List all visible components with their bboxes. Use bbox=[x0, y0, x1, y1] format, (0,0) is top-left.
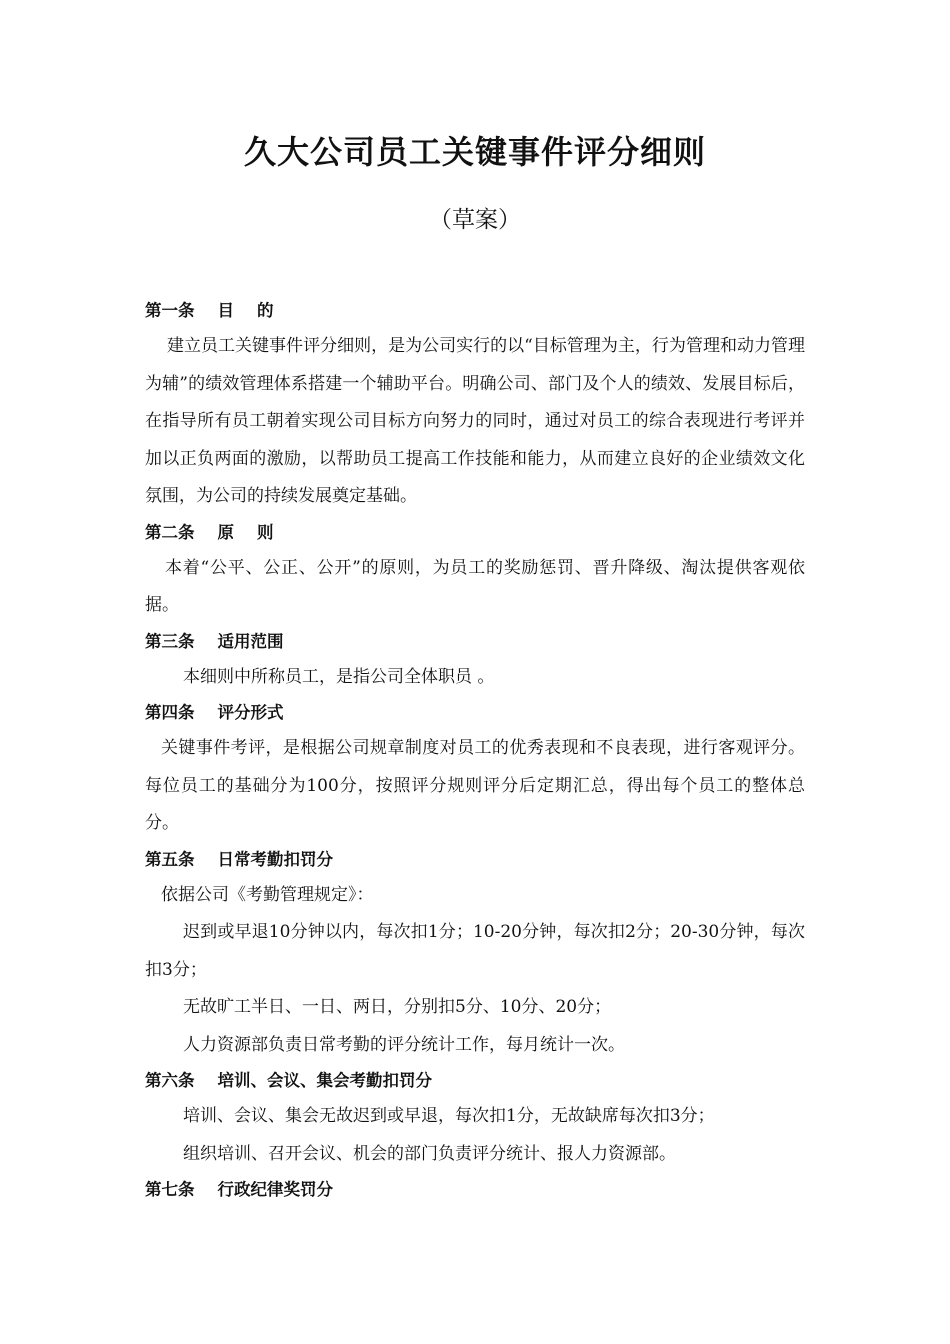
section-paragraph: 无故旷工半日、一日、两日，分别扣5分、10分、20分； bbox=[183, 997, 612, 1017]
section-heading: 第一条 目 的 bbox=[145, 301, 274, 320]
section-heading: 第六条 培训、会议、集会考勤扣罚分 bbox=[145, 1071, 432, 1090]
section-paragraph: 培训、会议、集会无故迟到或早退，每次扣1分，无故缺席每次扣3分； bbox=[183, 1106, 715, 1126]
document-subtitle: （草案） bbox=[429, 207, 521, 233]
section-heading: 第五条 日常考勤扣罚分 bbox=[145, 849, 333, 869]
section-paragraph: 本着“公平、公正、公开”的原则，为员工的奖励惩罚、晋升降级、淘汰提供客观依据。 bbox=[145, 557, 805, 615]
section-paragraph: 关键事件考评，是根据公司规章制度对员工的优秀表现和不良表现，进行客观评分。每位员工的基础分为100分，按照评分规则评分后定期汇总，得出每个员工的整体总分。 bbox=[145, 738, 805, 833]
section-heading: 第三条 适用范围 bbox=[145, 631, 284, 651]
document-title: 久大公司员工关键事件评分细则 bbox=[243, 133, 706, 171]
section-heading: 第四条 评分形式 bbox=[145, 703, 284, 722]
section-paragraph: 迟到或早退10分钟以内，每次扣1分；10-20分钟，每次扣2分；20-30分钟，每次扣3分； bbox=[145, 922, 805, 980]
document-body bbox=[145, 294, 805, 1207]
section-paragraph: 依据公司《考勤管理规定》： bbox=[161, 884, 374, 905]
section-paragraph: 本细则中所称员工，是指公司全体职员 。 bbox=[183, 666, 495, 687]
section-paragraph: 人力资源部负责日常考勤的评分统计工作，每月统计一次。 bbox=[183, 1034, 625, 1055]
section-paragraph: 组织培训、召开会议、机会的部门负责评分统计、报人力资源部。 bbox=[183, 1143, 676, 1164]
section-heading: 第七条 行政纪律奖罚分 bbox=[145, 1180, 333, 1199]
section-heading: 第二条 原 则 bbox=[145, 522, 274, 542]
section-paragraph: 建立员工关键事件评分细则，是为公司实行的以“目标管理为主，行为管理和动力管理为辅”的绩效管理体系搭建一个辅助平台。明确公司、部门及个人的绩效、发展目标后，在指导所有员工朝着实现公司目标方向努力的同时，通过对员工的综合表现进行考评并加以正负两面的激励，以帮助员工提高工作技能和能力，从而建立良好的企业绩效文化氛围，为公司的持续发展奠定基础。 bbox=[145, 336, 805, 506]
